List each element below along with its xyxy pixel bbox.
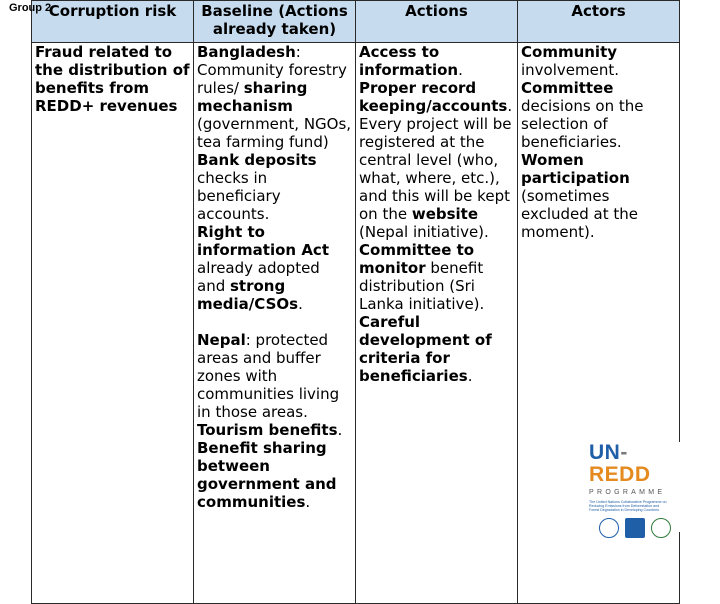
logo-programme: PROGRAMME	[589, 489, 666, 496]
tourism-benefits-text: Tourism benefits	[197, 421, 338, 439]
baseline-text-3: checks in beneficiary accounts.	[197, 169, 281, 223]
corruption-risk-table	[31, 0, 680, 604]
baseline-text-4: already adopted and	[197, 259, 320, 295]
logo-redd: REDD	[589, 463, 651, 486]
women-participation-text: Women participation	[521, 151, 630, 187]
community-text: Community	[521, 43, 618, 61]
header-actors: Actors	[518, 1, 680, 43]
nepal-label: Nepal	[197, 331, 246, 349]
undp-emblem-icon	[625, 518, 645, 538]
strong-media-text: strong media/CSOs	[197, 277, 299, 313]
actions-text-5: .	[467, 367, 473, 385]
baseline-text-6: : protected areas and buffer zones with communities living in those areas.	[197, 331, 340, 421]
bank-deposits-text: Bank deposits	[197, 151, 317, 169]
logo-tagline: The United Nations Collaborative Programme on Reducing Emissions from Deforestation and Forest Degradation in Developing Countries	[589, 500, 667, 513]
table-header-row	[32, 1, 680, 43]
benefit-sharing-text: Benefit sharing between government and communities	[197, 439, 337, 511]
committee-text: Committee	[521, 79, 614, 97]
header-actions: Actions	[356, 1, 518, 43]
table-row	[32, 43, 680, 604]
website-text: website	[411, 205, 479, 223]
unep-emblem-icon	[651, 518, 671, 538]
careful-development-text: Careful development of criteria for beneficiaries	[359, 313, 492, 385]
cell-corruption-risk	[32, 43, 194, 604]
corruption-risk-text: Fraud related to the distribution of benefits from REDD+ revenues	[35, 43, 190, 115]
bangladesh-label: Bangladesh	[197, 43, 296, 61]
header-baseline: Baseline (Actions already taken)	[194, 1, 356, 43]
baseline-text-7: .	[337, 421, 343, 439]
logo-wordmark	[589, 442, 689, 486]
baseline-text-1: : Community forestry rules/	[197, 43, 347, 97]
logo-dash: -	[620, 441, 628, 464]
committee-to-monitor-text: Committee to monitor	[359, 241, 475, 277]
actions-text-1: .	[458, 61, 463, 79]
logo-un: UN	[589, 441, 621, 464]
actions-text-2: . Every project will be registered at the central level (who, what, where, etc.), and this will be kept on the	[359, 97, 513, 223]
sharing-mechanism-text: sharing mechanism	[197, 79, 308, 115]
access-to-information-text: Access to information	[359, 43, 459, 79]
fao-emblem-icon	[599, 518, 619, 538]
actions-text-3: (Nepal initiative).	[359, 223, 489, 241]
actions-text-4: benefit distribution (Sri Lanka initiative).	[359, 259, 485, 313]
baseline-text-8: .	[305, 493, 311, 511]
group-label: Group 2	[9, 2, 52, 14]
actors-text-2: decisions on the selection of beneficiaries.	[521, 97, 644, 151]
partner-logos	[599, 518, 689, 538]
header-corruption-risk: Corruption risk	[32, 1, 194, 43]
actors-text-3: (sometimes excluded at the moment).	[521, 187, 638, 241]
un-redd-logo	[589, 442, 689, 532]
right-to-information-text: Right to information Act	[197, 223, 329, 259]
cell-actions	[356, 43, 518, 604]
baseline-text-5: .	[298, 295, 303, 313]
baseline-text-2: (government, NGOs, tea farming fund)	[197, 115, 352, 151]
proper-record-keeping-text: Proper record keeping/accounts	[359, 79, 508, 115]
actors-text-1: involvement.	[521, 61, 619, 79]
cell-baseline	[194, 43, 356, 604]
